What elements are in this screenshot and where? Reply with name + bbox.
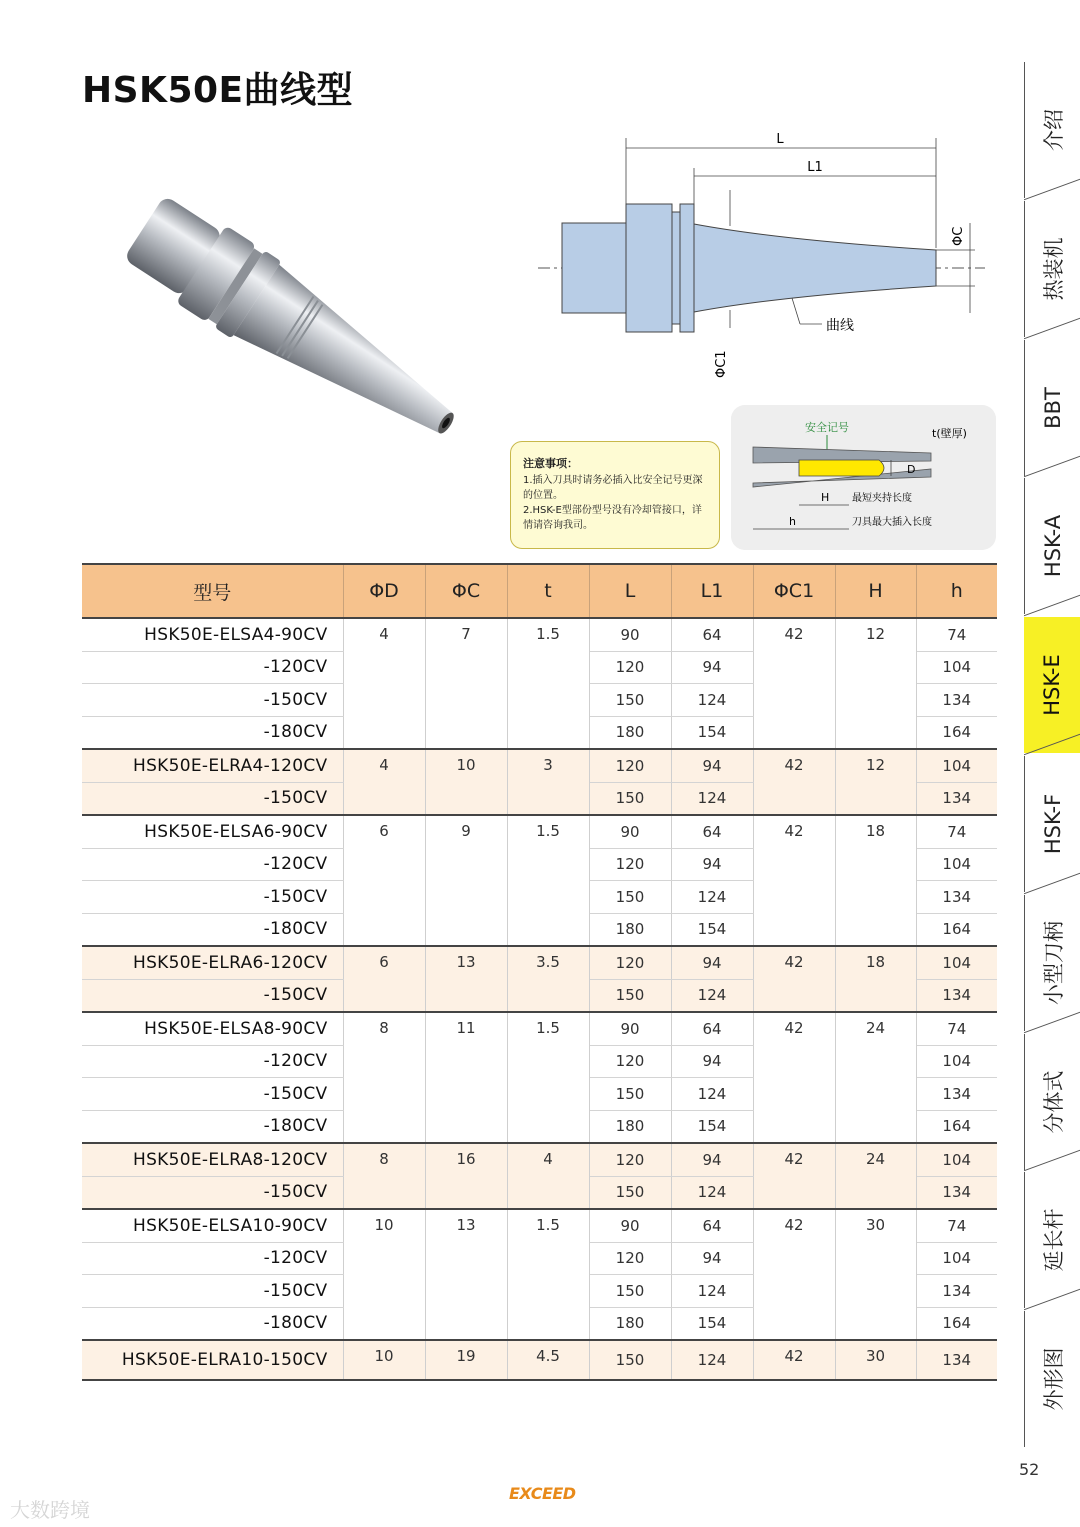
table-cell: 94	[671, 1242, 753, 1275]
table-cell: 124	[671, 1340, 753, 1380]
column-header: H	[835, 564, 916, 618]
table-cell: 134	[916, 1078, 997, 1111]
table-cell: 150	[589, 1275, 671, 1308]
table-cell: 42	[753, 1340, 835, 1380]
table-cell: 74	[916, 1012, 997, 1045]
table-cell: 42	[753, 749, 835, 815]
table-cell: 12	[835, 749, 916, 815]
table-cell: 150	[589, 1078, 671, 1111]
table-cell: 104	[916, 946, 997, 979]
table-cell: 64	[671, 815, 753, 848]
table-cell: 3	[507, 749, 589, 815]
table-cell: HSK50E-ELSA4-90CV	[82, 618, 343, 651]
sidebar-tab-label: 介绍	[1042, 109, 1066, 151]
sidebar-tab-label: 热装机	[1042, 237, 1066, 301]
column-header: h	[916, 564, 997, 618]
sidebar-tab[interactable]	[1024, 478, 1080, 614]
table-cell: 134	[916, 782, 997, 815]
sidebar-tab[interactable]	[1024, 201, 1080, 337]
table-cell: 150	[589, 684, 671, 717]
table-cell: 13	[425, 1209, 507, 1340]
table-cell: 120	[589, 1242, 671, 1275]
table-cell: 124	[671, 1275, 753, 1308]
table-cell: 10	[343, 1340, 425, 1380]
table-cell: 120	[589, 1045, 671, 1078]
watermark: 大数跨境	[10, 1498, 90, 1522]
sidebar-tab[interactable]	[1024, 340, 1080, 476]
table-cell: 4	[343, 618, 425, 749]
table-cell: 16	[425, 1143, 507, 1209]
page-number: 52	[1019, 1460, 1040, 1479]
table-cell: HSK50E-ELRA6-120CV	[82, 946, 343, 979]
table-cell: 104	[916, 1242, 997, 1275]
table-cell: 4	[343, 749, 425, 815]
label-curve: 曲线	[826, 318, 854, 334]
table-cell: 74	[916, 618, 997, 651]
table-cell: 124	[671, 782, 753, 815]
table-cell: HSK50E-ELSA8-90CV	[82, 1012, 343, 1045]
table-cell: 24	[835, 1143, 916, 1209]
table-cell: 154	[671, 913, 753, 946]
table-cell: -120CV	[82, 848, 343, 881]
table-row	[82, 815, 997, 848]
table-row	[82, 1209, 997, 1242]
table-cell: 6	[343, 946, 425, 1012]
table-cell: 74	[916, 1209, 997, 1242]
sidebar-tab-label: 分体式	[1042, 1070, 1066, 1134]
table-cell: 124	[671, 1078, 753, 1111]
sidebar-tab-label: HSK-A	[1041, 515, 1065, 578]
table-cell: 164	[916, 716, 997, 749]
table-cell: 8	[343, 1012, 425, 1143]
table-cell: 42	[753, 815, 835, 946]
table-cell: 30	[835, 1340, 916, 1380]
table-cell: 124	[671, 979, 753, 1012]
notice-box	[510, 441, 720, 549]
sidebar-tab[interactable]	[1024, 1172, 1080, 1308]
table-cell: 3.5	[507, 946, 589, 1012]
table-cell: 104	[916, 1045, 997, 1078]
table-cell: 150	[589, 1340, 671, 1380]
table-cell: -180CV	[82, 716, 343, 749]
column-header: L	[589, 564, 671, 618]
sidebar-tab-label: 外形图	[1042, 1347, 1066, 1411]
table-cell: -150CV	[82, 1176, 343, 1209]
table-cell: 1.5	[507, 618, 589, 749]
D-label: D	[907, 463, 916, 476]
table-row	[82, 1012, 997, 1045]
table-cell: 104	[916, 848, 997, 881]
dimension-diagram	[530, 128, 990, 383]
table-cell: 124	[671, 881, 753, 914]
table-cell: HSK50E-ELRA10-150CV	[82, 1340, 343, 1380]
table-cell: 94	[671, 749, 753, 782]
table-cell: 94	[671, 848, 753, 881]
table-cell: 7	[425, 618, 507, 749]
table-cell: 164	[916, 1307, 997, 1340]
table-cell: 94	[671, 651, 753, 684]
table-cell: 4	[507, 1143, 589, 1209]
table-cell: -150CV	[82, 782, 343, 815]
table-cell: 134	[916, 1176, 997, 1209]
table-row	[82, 749, 997, 782]
table-cell: -150CV	[82, 684, 343, 717]
table-cell: 42	[753, 1143, 835, 1209]
sidebar-tab-label: HSK-E	[1040, 654, 1064, 716]
table-cell: 13	[425, 946, 507, 1012]
table-cell: 1.5	[507, 1209, 589, 1340]
min-clamp-label: 最短夹持长度	[852, 493, 912, 504]
table-cell: -180CV	[82, 913, 343, 946]
table-cell: 90	[589, 1209, 671, 1242]
table-cell: -180CV	[82, 1307, 343, 1340]
spec-table	[82, 563, 997, 1381]
table-cell: 120	[589, 749, 671, 782]
table-cell: 134	[916, 1275, 997, 1308]
column-header: t	[507, 564, 589, 618]
table-cell: 150	[589, 782, 671, 815]
table-cell: 94	[671, 1143, 753, 1176]
notice-title: 注意事项：	[523, 457, 578, 470]
table-cell: 42	[753, 1012, 835, 1143]
table-cell: 9	[425, 815, 507, 946]
table-cell: 150	[589, 979, 671, 1012]
table-cell: 12	[835, 618, 916, 749]
table-cell: 154	[671, 1110, 753, 1143]
page-title: HSK50E曲线型	[82, 70, 354, 111]
table-cell: 64	[671, 1209, 753, 1242]
brand-logo: EXCEED	[509, 1484, 576, 1503]
table-cell: 6	[343, 815, 425, 946]
table-cell: -120CV	[82, 651, 343, 684]
sidebar-tab-label: 延长杆	[1042, 1208, 1066, 1272]
table-row	[82, 946, 997, 979]
label-L1: L1	[807, 160, 823, 175]
table-cell: HSK50E-ELSA6-90CV	[82, 815, 343, 848]
table-cell: 150	[589, 1176, 671, 1209]
h-label: h	[789, 515, 796, 528]
table-body	[82, 618, 997, 1380]
table-cell: HSK50E-ELRA4-120CV	[82, 749, 343, 782]
table-row	[82, 1143, 997, 1176]
sidebar-tab[interactable]	[1024, 1034, 1080, 1170]
table-cell: 104	[916, 651, 997, 684]
table-cell: 42	[753, 618, 835, 749]
table-cell: 124	[671, 684, 753, 717]
sidebar-tab-label: BBT	[1041, 386, 1065, 429]
table-cell: 124	[671, 1176, 753, 1209]
table-cell: 18	[835, 815, 916, 946]
column-header: 型号	[82, 564, 343, 618]
table-cell: 180	[589, 913, 671, 946]
table-cell: 150	[589, 881, 671, 914]
table-cell: 24	[835, 1012, 916, 1143]
notice-line-2: 2.HSK-E型部份型号没有冷却管接口，详情请咨询我司。	[523, 505, 702, 531]
table-cell: 18	[835, 946, 916, 1012]
column-header: ΦD	[343, 564, 425, 618]
insertion-detail-diagram	[731, 405, 996, 550]
table-cell: 134	[916, 684, 997, 717]
table-cell: 64	[671, 1012, 753, 1045]
table-cell: -150CV	[82, 1078, 343, 1111]
table-cell: -120CV	[82, 1045, 343, 1078]
table-cell: 19	[425, 1340, 507, 1380]
table-cell: 134	[916, 979, 997, 1012]
table-cell: 30	[835, 1209, 916, 1340]
table-cell: 120	[589, 946, 671, 979]
table-cell: 90	[589, 1012, 671, 1045]
table-cell: 180	[589, 1110, 671, 1143]
table-cell: -150CV	[82, 1275, 343, 1308]
table-cell: 64	[671, 618, 753, 651]
sidebar-tab[interactable]	[1024, 617, 1080, 753]
table-cell: 164	[916, 1110, 997, 1143]
table-cell: 104	[916, 1143, 997, 1176]
table-cell: 154	[671, 716, 753, 749]
table-cell: -150CV	[82, 881, 343, 914]
table-cell: 10	[425, 749, 507, 815]
table-cell: 134	[916, 1340, 997, 1380]
table-cell: 134	[916, 881, 997, 914]
table-cell: 1.5	[507, 815, 589, 946]
label-L: L	[776, 132, 784, 147]
table-cell: 154	[671, 1307, 753, 1340]
table-cell: 74	[916, 815, 997, 848]
max-insert-label: 刀具最大插入长度	[852, 517, 932, 528]
table-cell: HSK50E-ELSA10-90CV	[82, 1209, 343, 1242]
table-cell: 4.5	[507, 1340, 589, 1380]
safety-mark-label: 安全记号	[805, 421, 849, 434]
table-cell: -150CV	[82, 979, 343, 1012]
table-cell: -120CV	[82, 1242, 343, 1275]
notice-line-1: 1.插入刀具时请务必插入比安全记号更深的位置。	[523, 475, 703, 501]
table-cell: 164	[916, 913, 997, 946]
sidebar-tab[interactable]	[1024, 1311, 1080, 1447]
table-cell: HSK50E-ELRA8-120CV	[82, 1143, 343, 1176]
label-phiC1: ΦC1	[714, 350, 729, 378]
table-cell: 120	[589, 848, 671, 881]
sidebar-tab[interactable]	[1024, 62, 1080, 198]
column-header: L1	[671, 564, 753, 618]
table-cell: 42	[753, 946, 835, 1012]
table-cell: 94	[671, 946, 753, 979]
table-cell: 11	[425, 1012, 507, 1143]
table-cell: 104	[916, 749, 997, 782]
table-header-row	[82, 564, 997, 618]
table-cell: 94	[671, 1045, 753, 1078]
column-header: ΦC	[425, 564, 507, 618]
table-cell: 180	[589, 1307, 671, 1340]
wall-label: t(壁厚)	[932, 427, 967, 440]
sidebar-tab-label: HSK-F	[1041, 793, 1065, 855]
sidebar-tab[interactable]	[1024, 756, 1080, 892]
column-header: ΦC1	[753, 564, 835, 618]
table-cell: 180	[589, 716, 671, 749]
table-cell: 42	[753, 1209, 835, 1340]
table-cell: 8	[343, 1143, 425, 1209]
H-label: H	[821, 491, 830, 504]
table-cell: 90	[589, 618, 671, 651]
tool-holder-photo	[105, 195, 490, 455]
section-sidebar	[1024, 62, 1080, 1450]
table-cell: 10	[343, 1209, 425, 1340]
table-row	[82, 618, 997, 651]
table-cell: 90	[589, 815, 671, 848]
table-cell: 120	[589, 1143, 671, 1176]
sidebar-tab[interactable]	[1024, 895, 1080, 1031]
table-cell: 120	[589, 651, 671, 684]
table-cell: -180CV	[82, 1110, 343, 1143]
label-phiC: ΦC	[951, 226, 966, 246]
sidebar-tab-label: 小型刀柄	[1042, 920, 1066, 1005]
table-cell: 1.5	[507, 1012, 589, 1143]
table-row	[82, 1340, 997, 1380]
